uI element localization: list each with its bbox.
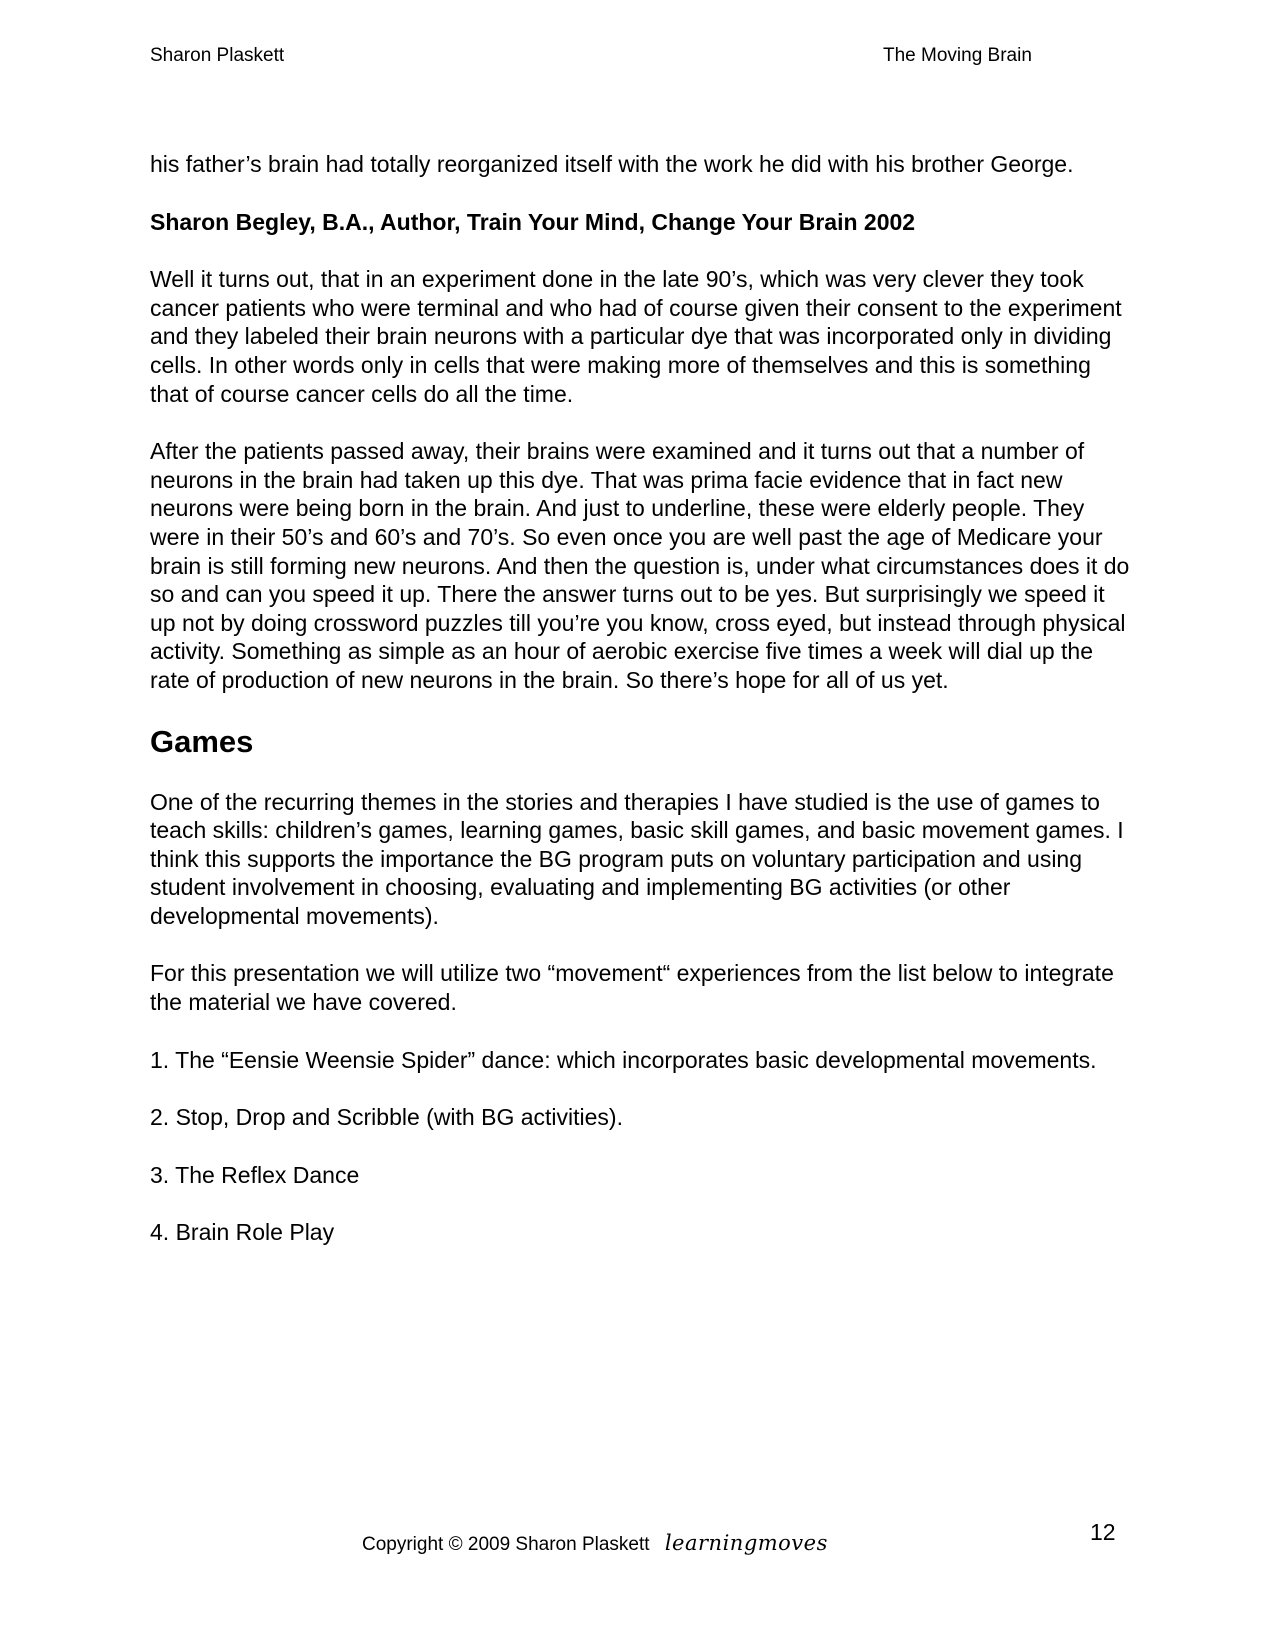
page-header-author: Sharon Plaskett <box>150 45 285 66</box>
learningmoves-logo: learningmoves <box>664 1531 828 1555</box>
list-item: 3. The Reflex Dance <box>150 1161 360 1188</box>
body-paragraph: his father’s brain had totally reorganized itself with the work he did with his brother George. <box>150 151 1074 177</box>
page-footer <box>362 1531 828 1556</box>
list-item: 1. The “Eensie Weensie Spider” dance: which incorporates basic developmental movements. <box>150 1046 1097 1073</box>
quote-attribution: Sharon Begley, B.A., Author, Train Your Mind, Change Your Brain 2002 <box>150 208 916 235</box>
body-paragraph: After the patients passed away, their brains were examined and it turns out that a number of neurons in the brain had taken up this dye. That was prima facie evidence that in fact new neurons were being born in the brain. And just to underline, these were elderly people. They were in their 50’s and 60’s and 70’s. So even once you are well past the age of Medicare your brain is still forming new neurons. And then the question is, under what circumstances does it do so and can you speed it up. There the answer turns out to be yes. But surprisingly we speed it up not by doing crossword puzzles till you’re you know, cross eyed, but instead through physical activity. Something as simple as an hour of aerobic exercise five times a week will dial up the rate of production of new neurons in the brain. So there’s hope for all of us yet. <box>150 438 1130 693</box>
body-paragraph: One of the recurring themes in the stories and therapies I have studied is the use of games to teach skills: children’s games, learning games, basic skill games, and basic movement games. I think this supports the importance the BG program puts on voluntary participation and using student involvement in choosing, evaluating and implementing BG activities (or other developmental movements). <box>150 788 1124 929</box>
copyright-text: Copyright © 2009 Sharon Plaskett <box>362 1534 650 1555</box>
page-body <box>150 150 1130 1276</box>
list-item: 2. Stop, Drop and Scribble (with BG activities). <box>150 1104 623 1131</box>
body-paragraph: For this presentation we will utilize two “movement“ experiences from the list below to integrate the material we have covered. <box>150 960 1114 1016</box>
body-paragraph: Well it turns out, that in an experiment done in the late 90’s, which was very clever they took cancer patients who were terminal and who had of course given their consent to the experiment and they labeled their brain neurons with a particular dye that was incorporated only in dividing cells. In other words only in cells that were making more of themselves and this is something that of course cancer cells do all the time. <box>150 266 1122 407</box>
list-item: 4. Brain Role Play <box>150 1219 335 1246</box>
page-number: 12 <box>1090 1519 1116 1545</box>
page-header-title: The Moving Brain <box>883 45 1032 66</box>
section-heading-games: Games <box>150 723 254 759</box>
